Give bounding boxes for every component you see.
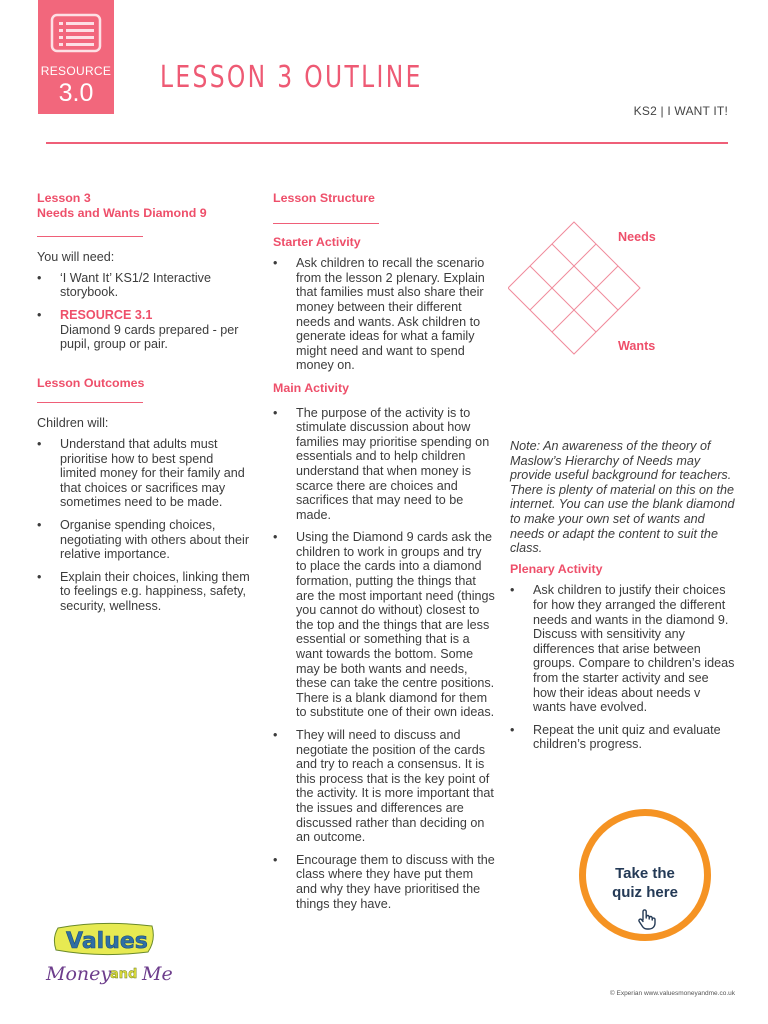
list-item (273, 256, 495, 373)
list-item (510, 583, 735, 714)
list-item (37, 570, 252, 614)
logo-word-me: Me (142, 963, 173, 985)
quiz-label-line1: Take the (615, 865, 675, 882)
list-item-text: Ask children to recall the scenario from the lesson 2 plenary. Explain that families must also share their money between their different needs and wants. Ask children to generate ideas for what a family might need and want to spend money on. (296, 256, 485, 373)
resource-badge (38, 0, 114, 114)
column-middle (273, 191, 495, 919)
list-item (510, 723, 735, 752)
copyright-text: © Experian www.valuesmoneyandme.co.uk (609, 990, 735, 997)
main-list (273, 406, 495, 912)
list-item (273, 853, 495, 911)
wants-label: Wants (618, 339, 656, 353)
list-item (37, 271, 252, 300)
resource-tag: RESOURCE 3.1 (60, 307, 153, 322)
list-item (273, 530, 495, 720)
list-item-text: Encourage them to discuss with the class where they have put them and why they have prioritised the things they have. (296, 852, 495, 911)
list-item-text: They will need to discuss and negotiate the position of the cards and try to reach a consensus. It is this process that is the key point of the activity. It is more important that the issues and differences are discussed rather than deciding on an outcome. (296, 728, 494, 845)
lesson-heading-line1: Lesson 3 (37, 191, 91, 205)
header-divider (46, 142, 728, 144)
page-subtitle: KS2 | I WANT IT! (633, 104, 728, 118)
need-intro: You will need: (37, 250, 115, 265)
quiz-label (586, 864, 704, 902)
list-item-text: Using the Diamond 9 cards ask the children to work in groups and try to place the cards into a diamond formation, putting the things that are the most important need (things you cannot do without) closest to the top and the things that are less essential or something that is a want towards the bottom. Some may be both wants and needs, these can take the centre positions. There is a blank diamond for them to substitute one of their own ideas. (296, 530, 495, 720)
logo-word-money: Money (46, 963, 112, 985)
structure-heading: Lesson Structure (273, 191, 375, 205)
plenary-heading: Plenary Activity (510, 561, 603, 576)
outcomes-list (37, 437, 252, 614)
needs-label: Needs (618, 230, 656, 244)
list-item-text: Explain their choices, linking them to feelings e.g. happiness, safety, security, wellness. (60, 569, 250, 613)
list-item-text: The purpose of the activity is to stimulate discussion about how families may prioritise spending on essentials and to help children understand that when money is scarce there are choices and sacrifices that may need to be made. (296, 405, 490, 522)
teacher-note: Note: An awareness of the theory of Maslow’s Hierarchy of Needs may provide useful background for teachers. There is plenty of material on this on the internet. You can use the blank diamond to make your own set of wants and needs or adapt the content to suit the class. (510, 439, 735, 556)
list-item (273, 406, 495, 523)
quiz-label-line2: quiz here (612, 884, 678, 901)
main-heading: Main Activity (273, 380, 349, 395)
take-quiz-button[interactable] (579, 809, 711, 941)
column-left (37, 191, 252, 621)
list-item-text: Repeat the unit quiz and evaluate children’s progress. (533, 722, 721, 752)
logo-word-and: and (110, 967, 138, 982)
list-item-text: Organise spending choices, negotiating with others about their relative importance. (60, 517, 250, 562)
logo-word-values: Values (66, 929, 148, 954)
lesson-heading (37, 191, 252, 220)
section-divider (273, 223, 379, 224)
hand-pointer-icon (637, 908, 657, 930)
badge-label: RESOURCE (40, 64, 112, 78)
list-item-text: ‘I Want It’ KS1/2 Interactive storybook. (60, 270, 211, 300)
outcomes-heading: Lesson Outcomes (37, 375, 145, 390)
plenary-list (510, 583, 735, 752)
materials-list (37, 271, 252, 352)
list-item (37, 437, 252, 510)
list-item (37, 518, 252, 562)
logo-artwork (44, 918, 194, 992)
starter-list (273, 256, 495, 373)
values-money-and-me-logo (44, 918, 194, 997)
outcomes-intro: Children will: (37, 416, 109, 431)
lesson-heading-line2: Needs and Wants Diamond 9 (37, 205, 207, 220)
starter-heading: Starter Activity (273, 234, 361, 249)
column-right (510, 439, 735, 760)
section-divider (37, 402, 143, 403)
page-title: LESSON 3 OUTLINE (160, 60, 423, 95)
list-item (37, 308, 252, 352)
document-list-icon (50, 13, 102, 53)
list-item-text: Diamond 9 cards prepared - per pupil, group or pair. (60, 322, 239, 352)
section-divider (37, 236, 143, 237)
list-item-text: Understand that adults must prioritise how to best spend limited money for their family and that choices or sacrifices may sometimes need to be made. (60, 436, 245, 510)
list-item-text: Ask children to justify their choices for how they arranged the different needs and wants in the diamond 9. Discuss with sensitivity any differences that arise between groups. Compare to children’s ideas from the starter activity and see how their ideas about needs v wants have evolved. (533, 583, 735, 715)
badge-number: 3.0 (58, 79, 94, 107)
list-item (273, 728, 495, 845)
